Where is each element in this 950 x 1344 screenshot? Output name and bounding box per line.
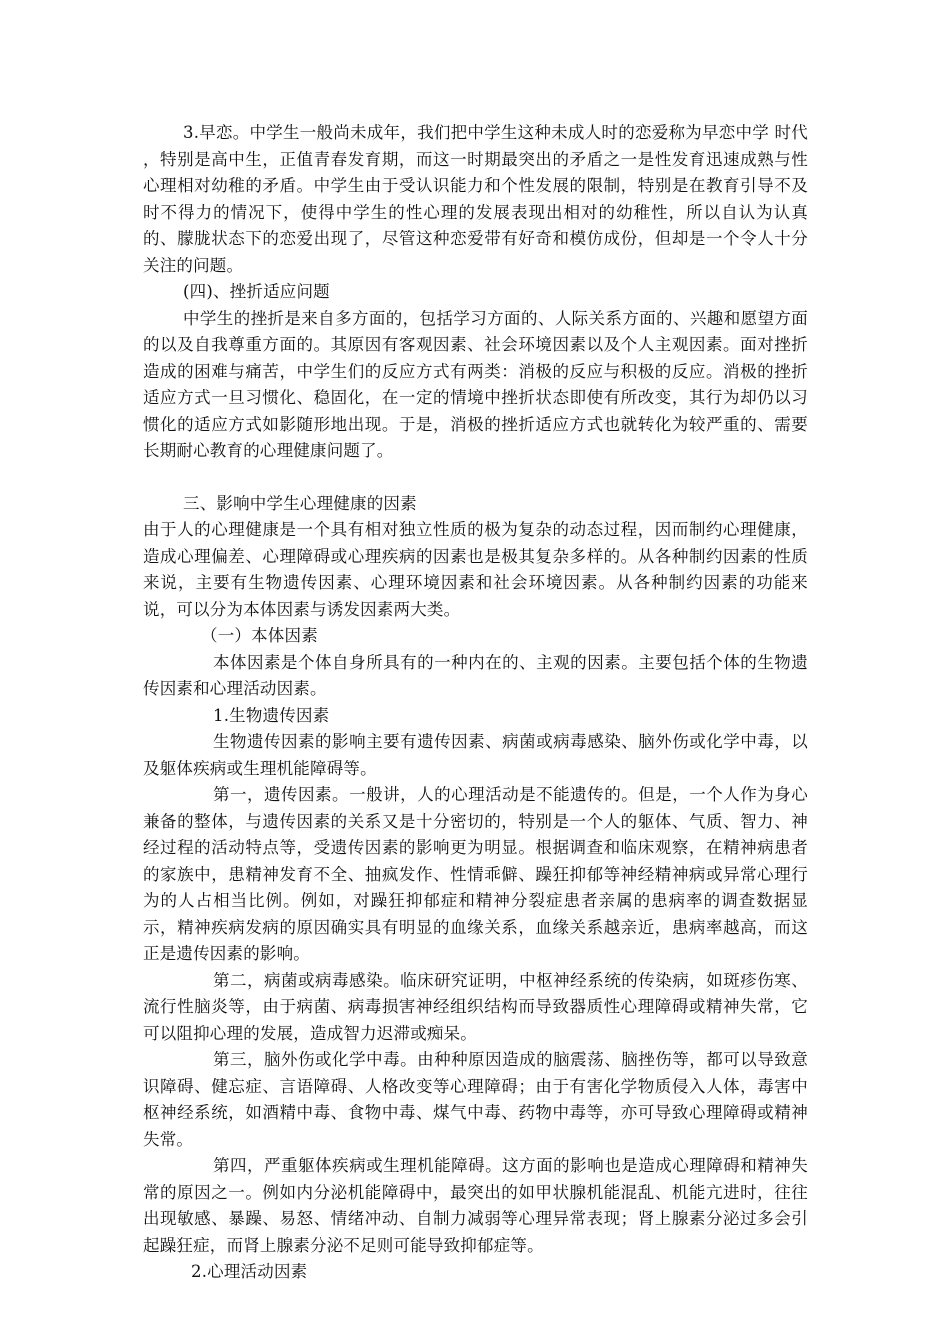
paragraph-infection: 第二，病菌或病毒感染。临床研究证明，中枢神经系统的传染病，如斑疹伤寒、流行性脑炎等，由于病菌、病毒损害神经组织结构而导致器质性心理障碍或精神失常，它可以阻抑心理的发展，造成智力迟滞或痴呆。 (143, 970, 808, 1043)
heading-intrinsic-factors: （一）本体因素 (201, 626, 318, 645)
paragraph-early-love: 3.早恋。中学生一般尚未成年，我们把中学生这种未成人时的恋爱称为早恋中学 时代 ，特别是高中生，正值青春发育期，而这一时期最突出的矛盾之一是性发育迅速成熟与性心理相对幼稚的矛盾。中学生由于受认识能力和个性发展的限制，特别是在教育引导不及时不得力的情况下，使得中学生的性心理的发展表现出相对的幼稚性，所以自认为认真的、朦胧状态下的恋爱出现了，尽管这种恋爱带有好奇和模仿成份，但却是一个令人十分关注的问题。 (143, 123, 808, 275)
paragraph-physical-disease: 第四，严重躯体疾病或生理机能障碍。这方面的影响也是造成心理障碍和精神失常的原因之一。例如内分泌机能障碍中，最突出的如甲状腺机能混乱、机能亢进时，往往出现敏感、暴躁、易怒、情绪冲动、自制力减弱等心理异常表现；肾上腺素分泌过多会引起躁狂症，而肾上腺素分泌不足则可能导致抑郁症等。 (143, 1156, 808, 1255)
paragraph-factors-intro: 由于人的心理健康是一个具有相对独立性质的极为复杂的动态过程，因而制约心理健康，造成心理偏差、心理障碍或心理疾病的因素也是极其复杂多样的。从各种制约因素的性质来说，主要有生物遗传因素、心理环境因素和社会环境因素。从各种制约因素的功能来说，可以分为本体因素与诱发因素两大类。 (143, 520, 808, 619)
paragraph-heredity: 第一，遗传因素。一般讲，人的心理活动是不能遗传的。但是，一个人作为身心兼备的整体，与遗传因素的关系又是十分密切的，特别是一个人的躯体、气质、智力、神经过程的活动特点等，受遗传因素的影响更为明显。根据调查和临床观察，在精神病患者的家族中，患精神发育不全、抽疯发作、性情乖僻、躁狂抑郁等神经精神病或异常心理行为的人占相当比例。例如，对躁狂抑郁症和精神分裂症患者亲属的患病率的调查数据显示，精神疾病发病的原因确实具有明显的血缘关系，血缘关系越亲近，患病率越高，而这正是遗传因素的影响。 (143, 785, 808, 963)
heading-influencing-factors: 三、影响中学生心理健康的因素 (183, 493, 417, 513)
document-page (143, 120, 808, 1286)
paragraph-intrinsic-factors: 本体因素是个体自身所具有的一种内在的、主观的因素。主要包括个体的生物遗传因素和心理活动因素。 (143, 652, 808, 698)
heading-frustration-adaptation: (四)、挫折适应问题 (183, 282, 330, 301)
paragraph-brain-injury: 第三，脑外伤或化学中毒。由种种原因造成的脑震荡、脑挫伤等，都可以导致意识障碍、健忘症、言语障碍、人格改变等心理障碍；由于有害化学物质侵入人体，毒害中枢神经系统，如酒精中毒、食物中毒、煤气中毒、药物中毒等，亦可导致心理障碍或精神失常。 (143, 1050, 808, 1149)
heading-psychological-activity: 2.心理活动因素 (191, 1262, 308, 1281)
heading-biological-genetic: 1.生物遗传因素 (213, 705, 330, 725)
paragraph-biological-genetic: 生物遗传因素的影响主要有遗传因素、病菌或病毒感染、脑外伤或化学中毒，以及躯体疾病或生理机能障碍等。 (143, 732, 808, 778)
paragraph-frustration: 中学生的挫折是来自多方面的，包括学习方面的、人际关系方面的、兴趣和愿望方面的以及自我尊重方面的。其原因有客观因素、社会环境因素以及个人主观因素。面对挫折造成的困难与痛苦，中学生们的反应方式有两类：消极的反应与积极的反应。消极的挫折适应方式一旦习惯化、稳固化，在一定的情境中挫折状态即使有所改变，其行为却仍以习惯化的适应方式如影随形地出现。于是，消极的挫折适应方式也就转化为较严重的、需要长期耐心教育的心理健康问题了。 (143, 308, 808, 460)
blank-line (143, 465, 808, 491)
